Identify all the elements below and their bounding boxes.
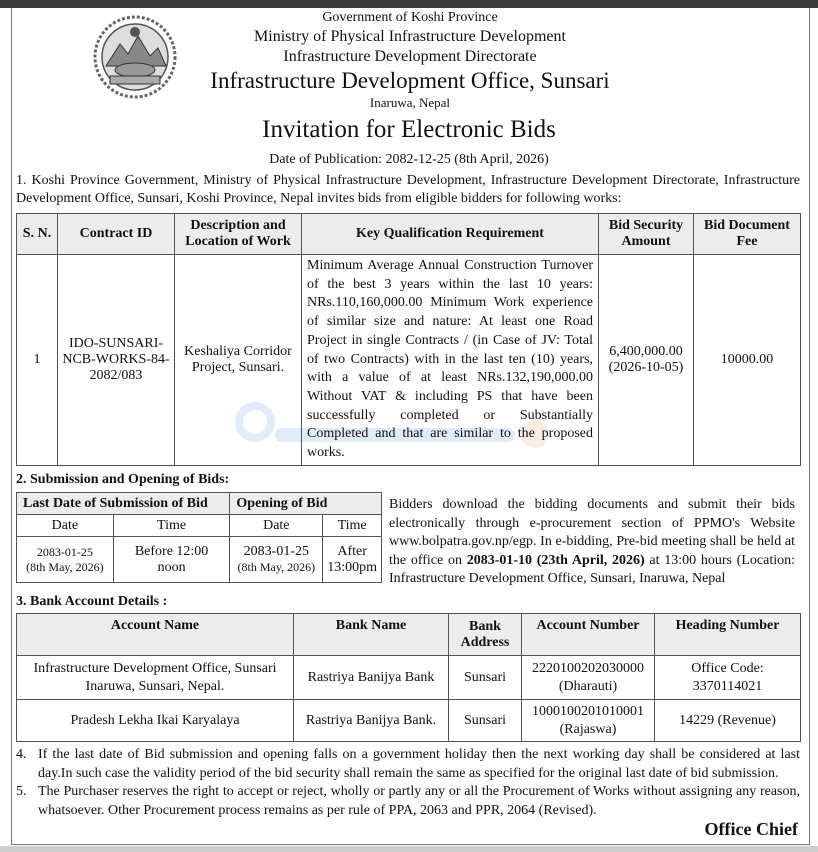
contract-id-header: Contract ID <box>58 214 175 255</box>
account-number-type: (Dharauti) <box>558 678 618 694</box>
notes <box>16 746 800 820</box>
submission-header-row <box>17 493 382 515</box>
bidders-text-2: at 13:00 hours (Location: Infrastructure Development Office, Sunsari, Inaruwa, Nepal <box>389 552 795 586</box>
heading-number-line-2: 3370114021 <box>692 678 763 694</box>
date-col-1: Date <box>17 515 114 537</box>
intro-paragraph: 1. Koshi Province Government, Ministry of Physical Infrastructure Development, Infrastructure Development Directorate, Infrastructure Development Office, Sunsari, Koshi Province, Nepal invites bids from eligible bidders for following works: <box>16 173 800 206</box>
nepal-emblem-icon <box>92 14 178 100</box>
notice-title: Invitation for Electronic Bids <box>262 116 556 143</box>
bidders-paragraph <box>389 496 795 589</box>
account-name-line-1: Infrastructure Development Office, Sunsari <box>33 660 277 676</box>
submission-subheader-row <box>17 515 382 537</box>
account-number <box>522 700 655 742</box>
submission-date <box>17 537 114 583</box>
account-number-value: 2220100202030000 <box>532 660 644 676</box>
account-number-header: Account Number <box>522 614 655 656</box>
opening-date <box>230 537 323 583</box>
table-row <box>17 700 801 742</box>
note-number: 5. <box>16 784 27 799</box>
opening-time-2: 13:00pm <box>327 559 377 575</box>
works-table <box>16 213 801 466</box>
header-location: Inaruwa, Nepal <box>369 95 451 110</box>
works-header-row <box>17 214 801 255</box>
heading-number-line-1: Office Code: <box>691 660 764 676</box>
bank-header-row <box>17 614 801 656</box>
time-col-2: Time <box>323 515 382 537</box>
submission-values-row <box>17 537 382 583</box>
row-security <box>599 255 694 466</box>
security-date: (2026-10-05) <box>608 360 684 375</box>
opening-time <box>323 537 382 583</box>
account-number <box>522 656 655 700</box>
bidders-text-1: Bidders download the bidding documents and submit their bids electronically through e-procurement section of PPMO's Website www.bolpatra.gov.np/egp. In e-bidding, Pre-bid meeting shall be held at the office on <box>389 497 795 568</box>
header-government: Government of Koshi Province <box>322 10 498 25</box>
submission-time-1: Before 12:00 <box>134 543 209 559</box>
account-name <box>17 656 294 700</box>
row-description: Keshaliya Corridor Project, Sunsari. <box>175 255 302 466</box>
bank-address: Sunsari <box>449 700 522 742</box>
account-name-header: Account Name <box>17 614 294 656</box>
security-header: Bid Security Amount <box>599 214 694 255</box>
header-ministry: Ministry of Physical Infrastructure Development <box>254 28 566 45</box>
table-row <box>17 255 801 466</box>
time-col-1: Time <box>113 515 230 537</box>
security-amount: 6,400,000.00 <box>609 344 683 359</box>
account-number-type: (Rajaswa) <box>559 721 617 737</box>
bank-name: Rastriya Banijya Bank <box>294 656 449 700</box>
heading-number: 14229 (Revenue) <box>655 700 801 742</box>
top-bar <box>0 0 818 8</box>
requirement-header: Key Qualification Requirement <box>302 214 599 255</box>
row-requirement: Minimum Average Annual Construction Turnover of the best 3 years within the last 10 years: NRs.110,160,000.00 Minimum Work experience of similar size and nature: At least one Road Project in single Contracts / (in Case of JV: Total of two Contracts) with in the last ten (10) years, with a value of at least NRs.132,190,000.00 Without VAT & including PS that have been successfully completed or Substantially Completed and that are similar to the proposed works. <box>302 255 599 466</box>
row-fee: 10000.00 <box>694 255 801 466</box>
submission-date-en: (8th May, 2026) <box>26 559 104 574</box>
prebid-date: 2083-01-10 (23th April, 2026) <box>466 552 645 568</box>
bank-heading: 3. Bank Account Details : <box>16 594 168 609</box>
bank-address: Sunsari <box>449 656 522 700</box>
bank-name: Rastriya Banijya Bank. <box>294 700 449 742</box>
bank-name-header: Bank Name <box>294 614 449 656</box>
bank-address-header: Bank Address <box>449 614 522 656</box>
table-row <box>17 656 801 700</box>
submission-heading: 2. Submission and Opening of Bids: <box>16 472 230 487</box>
opening-time-1: After <box>337 543 367 559</box>
heading-number <box>655 656 801 700</box>
header-directorate: Infrastructure Development Directorate <box>283 48 537 65</box>
opening-date-en: (8th May, 2026) <box>237 560 316 574</box>
bottom-bar <box>0 846 818 852</box>
last-date-label: Last Date of Submission of Bid <box>17 493 230 515</box>
bank-table <box>16 613 801 742</box>
account-name-line-2: Inaruwa, Sunsari, Nepal. <box>85 678 225 694</box>
submission-time-2: noon <box>157 559 186 575</box>
row-sn: 1 <box>17 255 58 466</box>
opening-label: Opening of Bid <box>230 493 382 515</box>
description-header: Description and Location of Work <box>175 214 302 255</box>
row-contract-id: IDO-SUNSARI-NCB-WORKS-84-2082/083 <box>58 255 175 466</box>
note-item <box>16 746 800 783</box>
fee-header: Bid Document Fee <box>694 214 801 255</box>
note-text: If the last date of Bid submission and opening falls on a government holiday then the next working day shall be considered at last day.In such case the validity period of the bid security shall remain the same as specified for the original last date of bid submission. <box>38 747 800 781</box>
note-item <box>16 783 800 820</box>
date-col-2: Date <box>230 515 323 537</box>
sn-header: S. N. <box>17 214 58 255</box>
signature-office-chief: Office Chief <box>704 819 798 839</box>
submission-time <box>113 537 230 583</box>
header-office: Infrastructure Development Office, Sunsari <box>210 68 610 93</box>
heading-number-header: Heading Number <box>655 614 801 656</box>
note-text: The Purchaser reserves the right to accept or reject, wholly or partly any or all the Procurement of Works without assigning any reason, whatsoever. Other Procurement process remains as per rule of PPA, 2063 and PPR, 2064 (Revised). <box>38 784 800 818</box>
note-number: 4. <box>16 747 27 762</box>
opening-date-np: 2083-01-25 <box>243 544 309 559</box>
account-name: Pradesh Lekha Ikai Karyalaya <box>17 700 294 742</box>
submission-table <box>16 492 382 583</box>
submission-date-np: 2083-01-25 <box>36 544 93 559</box>
publication-date: Date of Publication: 2082-12-25 (8th April, 2026) <box>269 152 549 167</box>
account-number-value: 1000100201010001 <box>532 703 644 719</box>
